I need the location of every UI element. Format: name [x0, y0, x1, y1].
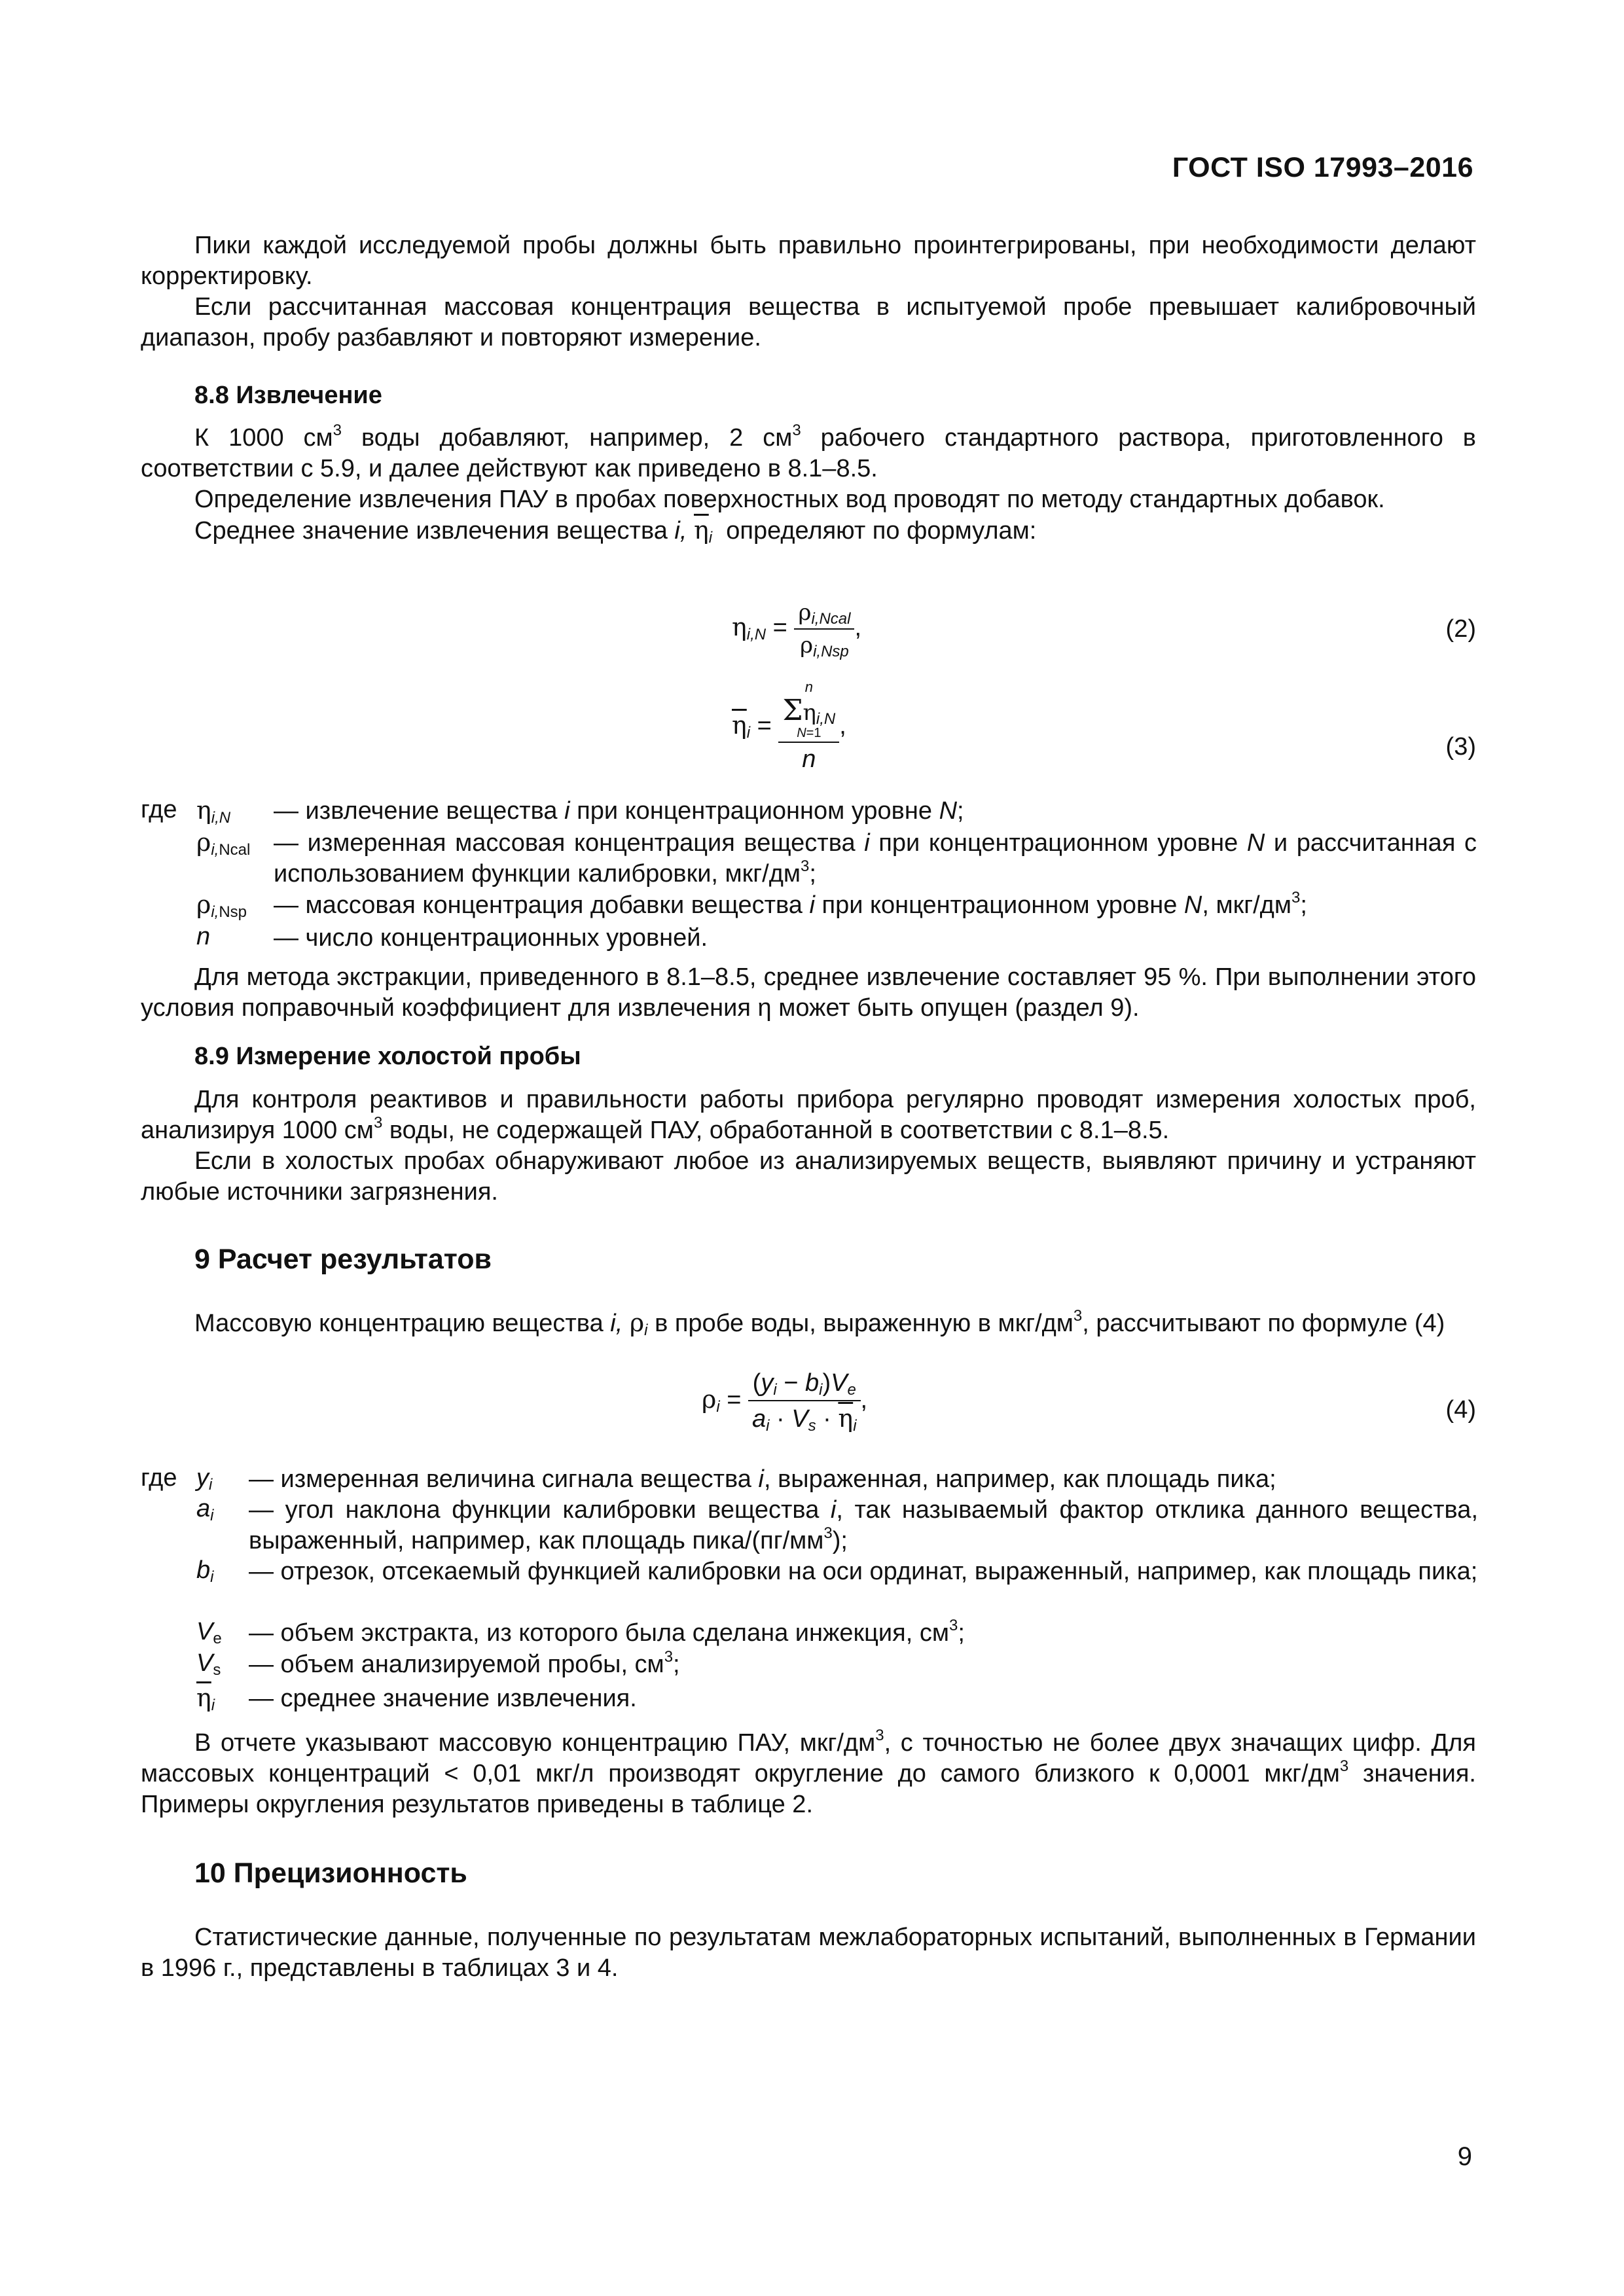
symbol-n: n — [196, 923, 211, 950]
where-item-vs: — объем анализируемой пробы, $см^3$; — [249, 1648, 680, 1678]
where-item-rho-cal: — измеренная массовая концентрация вещества i при концентрационном уровне N и рассчитанная с использованием функции калибровки, мкг/$дм^3$; — [274, 829, 1477, 888]
s10-paragraph-1: Статистические данные, полученные по результатам межлабораторных испытаний, выполненных в Германии в 1996 г., представлены в таблицах 3 и 4. — [141, 1924, 1476, 1982]
s9-reporting — [141, 1728, 1476, 1820]
symbol-eta-iN: $\eta_{i,N}$ — [196, 796, 231, 827]
formula-2: $\eta_{i,N}$ = $\frac{\rho_{i,Ncal}}{\rho_{i,Nsp}}$ , — [732, 600, 862, 660]
where-item-eta-mean: — среднее значение извлечения. — [249, 1685, 637, 1712]
symbol-ve: $V_e$ — [196, 1618, 222, 1647]
where-item-bi: — отрезок, отсекаемый функцией калибровки на оси ординат, выраженный, например, как площадь пика; — [249, 1558, 1478, 1585]
symbol-bi: $b_i$ — [196, 1556, 214, 1586]
intro-paragraph-2: Если рассчитанная массовая концентрация вещества в испытуемой пробе превышает калибровочный диапазон, пробу разбавляют и повторяют измерение. — [141, 293, 1476, 351]
s9-block — [141, 1308, 1476, 1339]
intro-block — [141, 230, 1476, 353]
symbol-rho-iNsp: $\rho_{i,Nsp}$ — [196, 890, 247, 921]
s88-paragraph-3: Среднее значение извлечения вещества i, $\overline{\eta}_i$ определяют по формулам: — [194, 516, 1037, 547]
s88-paragraph-2: Определение извлечения ПАУ в пробах поверхностных вод проводят по методу стандартных добавок. — [194, 486, 1385, 513]
s10-block — [141, 1922, 1476, 1984]
symbol-yi: $y_i$ — [196, 1464, 213, 1494]
s9-paragraph-2: В отчете указывают массовую концентрацию ПАУ, мкг/$дм^3$, с точностью не более двух значащих цифр. Для массовых концентраций < 0,01 мкг/л производят округление до самого близкого к 0,0001 мкг/$дм^3$ значения. Примеры округления результатов приведены в таблице 2. — [141, 1727, 1477, 1818]
section-10-title: 10 Прецизионность — [194, 1857, 467, 1889]
s88-block — [141, 423, 1476, 547]
standard-designation: ГОСТ ISO 17993–2016 — [1172, 152, 1473, 183]
where-label-1: где — [141, 796, 177, 823]
s88-paragraph-4: Для метода экстракции, приведенного в 8.1–8.5, среднее извлечение составляет 95 %. При выполнении этого условия поправочный коэффициент для извлечения η может быть опущен (раздел 9). — [141, 963, 1476, 1022]
s9-paragraph-1: Массовую концентрацию вещества i, $\rho_i$ в пробе воды, выраженную в мкг/$дм^3$, рассчитывают по формуле (4) — [194, 1307, 1445, 1339]
where-item-eta: — извлечение вещества i при концентрационном уровне N; — [274, 797, 964, 825]
symbol-rho-iNcal: $\rho_{i,Ncal}$ — [196, 828, 251, 859]
symbol-eta-mean: $\overline{\eta}_i$ — [196, 1683, 215, 1714]
where-label-2: где — [141, 1464, 177, 1492]
where-item-n: — число концентрационных уровней. — [274, 924, 708, 952]
where-item-ve: — объем экстракта, из которого была сделана инжекция, $см^3$; — [249, 1617, 965, 1647]
s88-conclusion — [141, 962, 1476, 1024]
symbol-vs: $V_s$ — [196, 1649, 221, 1679]
page-number: 9 — [1457, 2142, 1472, 2171]
equation-number-2: (2) — [1445, 615, 1476, 643]
s89-paragraph-1: Для контроля реактивов и правильности работы прибора регулярно проводят измерения холостых проб, анализируя 1000 $см^3$ воды, не содержащей ПАУ, обработанной в соответствии с 8.1–8.5. — [141, 1086, 1476, 1144]
where-item-ai: — угол наклона функции калибровки вещества i, так называемый фактор отклика данного вещества, выраженный, например, как площадь пика/$(пг/мм^3)$; — [249, 1496, 1478, 1554]
section-8-8-title: 8.8 Извлечение — [194, 382, 382, 409]
symbol-ai: $a_i$ — [196, 1495, 214, 1524]
intro-paragraph-1: Пики каждой исследуемой пробы должны быть правильно проинтегрированы, при необходимости делают корректировку. — [141, 232, 1476, 290]
s88-paragraph-1: К 1000 $см^3$ воды добавляют, например, 2 $см^3$ рабочего стандартного раствора, приготовленного в соответствии с 5.9, и далее действуют как приведено в 8.1–8.5. — [141, 422, 1476, 482]
s89-block — [141, 1085, 1476, 1208]
formula-4: $\rho_i$ = $\frac{(y_i - b_i)V_e}{a_i \cdot V_s \cdot \overline{\eta}_i}$ , — [702, 1369, 868, 1435]
section-9-title: 9 Расчет результатов — [194, 1244, 492, 1275]
s89-paragraph-2: Если в холостых пробах обнаруживают любое из анализируемых веществ, выявляют причину и устраняют любые источники загрязнения. — [141, 1147, 1476, 1206]
equation-number-4: (4) — [1445, 1396, 1476, 1424]
formula-3: $\overline{\eta}_i$ = n $\Sigma\eta_{i,N}$ N=1 n , — [732, 679, 846, 773]
equation-number-3: (3) — [1445, 733, 1476, 761]
where-item-yi: — измеренная величина сигнала вещества i, выраженная, например, как площадь пика; — [249, 1465, 1276, 1493]
section-8-9-title: 8.9 Измерение холостой пробы — [194, 1043, 581, 1070]
where-item-rho-sp: — массовая концентрация добавки вещества i при концентрационном уровне N, мкг/$дм^3$; — [274, 889, 1307, 919]
